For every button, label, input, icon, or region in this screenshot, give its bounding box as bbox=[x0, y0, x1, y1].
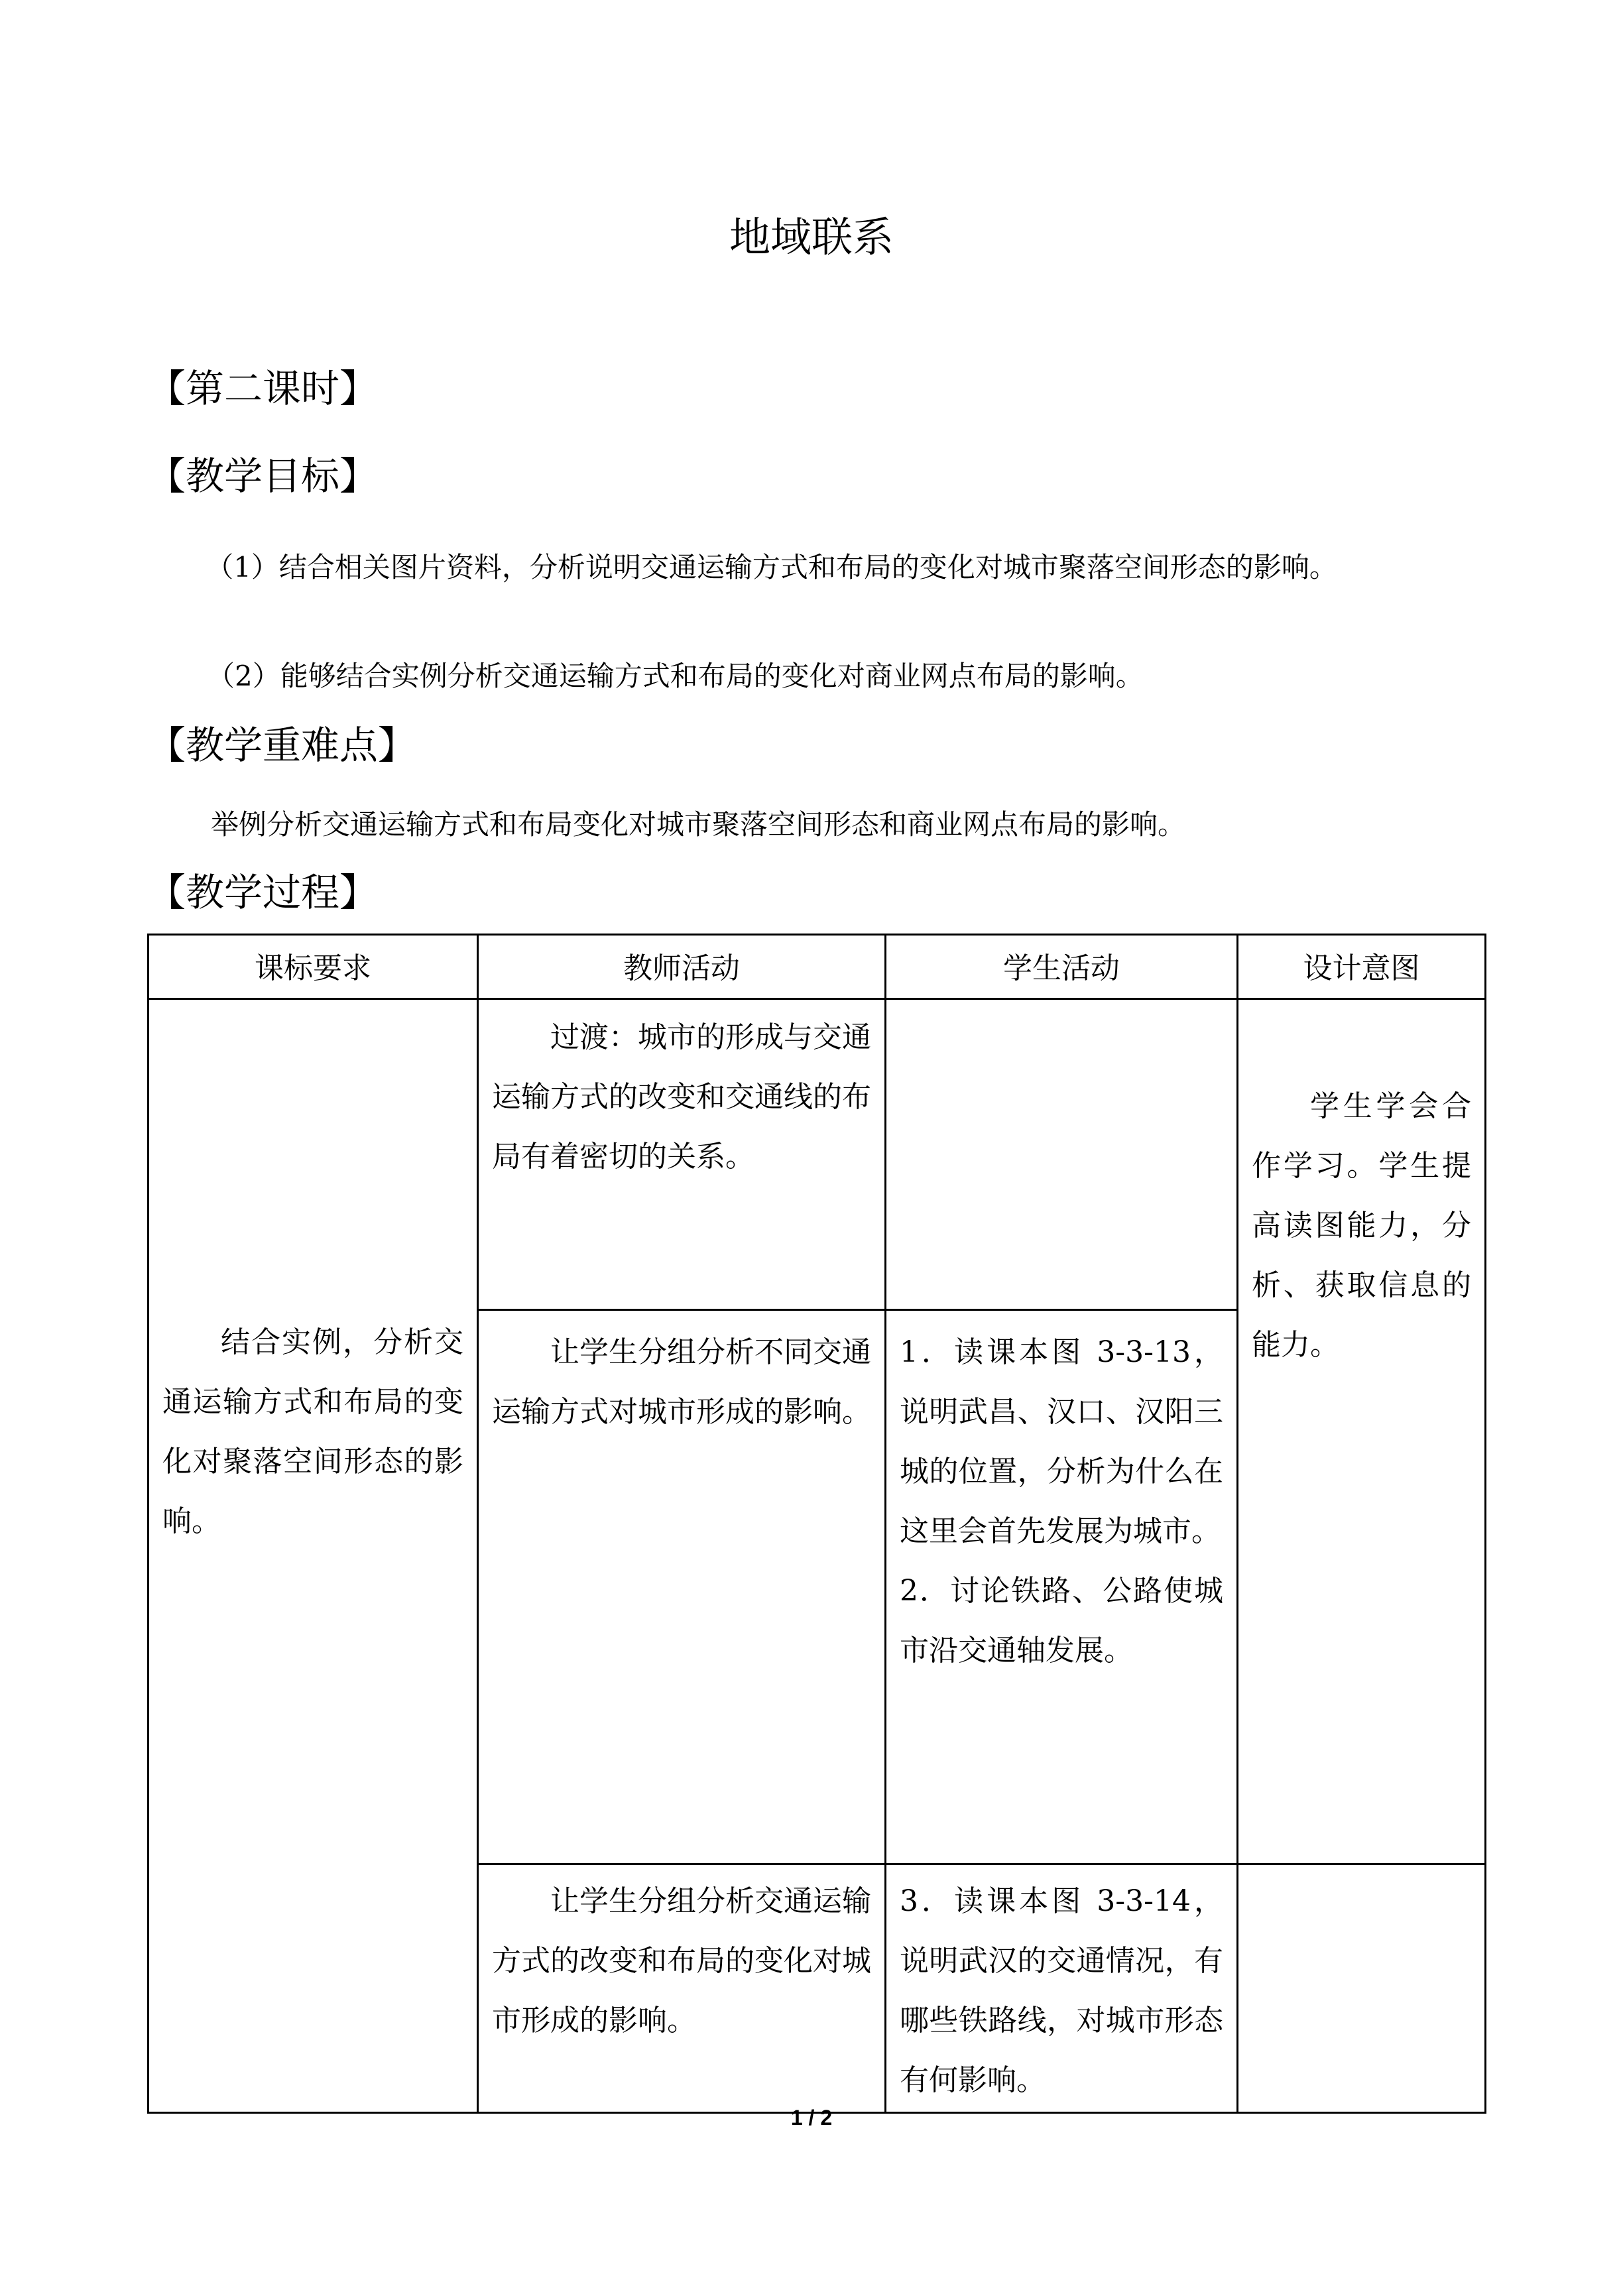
intent-cell-empty bbox=[1238, 1864, 1486, 2113]
header-intent: 设计意图 bbox=[1238, 935, 1486, 999]
objective-1: （1）结合相关图片资料，分析说明交通运输方式和布局的变化对城市聚落空间形态的影响。 bbox=[206, 551, 1337, 583]
header-student: 学生活动 bbox=[886, 935, 1238, 999]
teacher-cell: 让学生分组分析不同交通运输方式对城市形成的影响。 bbox=[478, 1310, 886, 1864]
student-cell: 3．读课本图 3-3-14，说明武汉的交通情况，有哪些铁路线，对城市形态有何影响。 bbox=[886, 1864, 1238, 2113]
objective-2: （2）能够结合实例分析交通运输方式和布局的变化对商业网点布局的影响。 bbox=[207, 660, 1144, 692]
standard-cell: 结合实例，分析交通运输方式和布局的变化对聚落空间形态的影响。 bbox=[149, 999, 478, 2113]
student-cell bbox=[886, 999, 1238, 1310]
student-activity-1: 1．读课本图 3-3-13，说明武昌、汉口、汉阳三城的位置，分析为什么在这里会首先发展为城市。 bbox=[900, 1335, 1223, 1548]
keypoints-heading: 【教学重难点】 bbox=[147, 723, 417, 768]
objectives-heading: 【教学目标】 bbox=[147, 453, 379, 499]
process-heading: 【教学过程】 bbox=[147, 870, 379, 915]
student-cell bbox=[886, 1310, 1238, 1864]
table-header-row bbox=[149, 935, 1486, 999]
table-row bbox=[149, 999, 1486, 1310]
header-standard: 课标要求 bbox=[149, 935, 478, 999]
page-title: 地域联系 bbox=[729, 213, 894, 261]
lesson-heading: 【第二课时】 bbox=[147, 366, 379, 411]
teacher-cell: 过渡：城市的形成与交通运输方式的改变和交通线的布局有着密切的关系。 bbox=[478, 999, 886, 1310]
header-teacher: 教师活动 bbox=[478, 935, 886, 999]
keypoints-text: 举例分析交通运输方式和布局变化对城市聚落空间形态和商业网点布局的影响。 bbox=[211, 808, 1186, 841]
teacher-cell: 让学生分组分析交通运输方式的改变和布局的变化对城市形成的影响。 bbox=[478, 1864, 886, 2113]
intent-cell: 学生学会合作学习。学生提高读图能力，分析、获取信息的能力。 bbox=[1238, 999, 1486, 1864]
lesson-process-table bbox=[147, 934, 1486, 2114]
page-number: 1 / 2 bbox=[790, 2106, 833, 2130]
student-activity-2: 2．讨论铁路、公路使城市沿交通轴发展。 bbox=[900, 1574, 1223, 1667]
